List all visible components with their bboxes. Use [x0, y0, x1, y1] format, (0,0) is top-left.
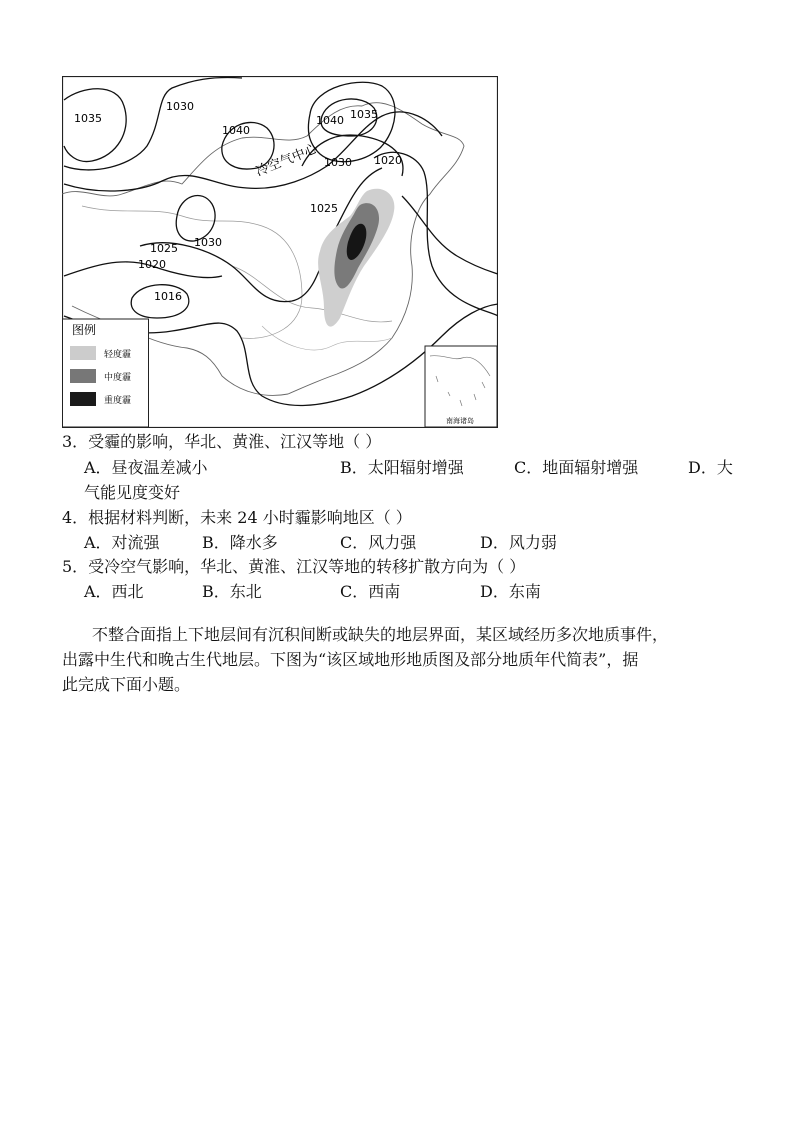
- question-4-stem: 4．根据材料判断，未来 24 小时霾影响地区（ ）: [62, 508, 412, 527]
- legend-title: 图例: [72, 323, 97, 337]
- isobar-label-1030-west: 1030: [194, 236, 222, 249]
- haze-isobar-map: [62, 76, 498, 428]
- question-4-option-b[interactable]: B．降水多: [202, 533, 278, 552]
- legend-swatch-medium: [70, 369, 96, 383]
- question-3-option-b[interactable]: B．太阳辐射增强: [340, 458, 464, 477]
- isobar-label-1025-west: 1025: [150, 242, 178, 255]
- legend-swatch-light: [70, 346, 96, 360]
- passage-line-1: 不整合面指上下地层间有沉积间断或缺失的地层界面，某区域经历多次地质事件，: [92, 625, 669, 644]
- legend-label-heavy: 重度霾: [104, 396, 132, 406]
- question-5-option-d[interactable]: D．东南: [480, 582, 541, 601]
- question-5-option-b[interactable]: B．东北: [202, 582, 262, 601]
- question-4-option-c[interactable]: C．风力强: [340, 533, 417, 552]
- isobar-label-1025-central: 1025: [310, 202, 338, 215]
- inset-label: 南海诸岛: [446, 417, 474, 425]
- isobar-label-1035-west: 1035: [74, 112, 102, 125]
- question-3-option-d-continuation: 气能见度变好: [84, 483, 181, 502]
- question-5-option-c[interactable]: C．西南: [340, 582, 401, 601]
- question-3-option-c[interactable]: C．地面辐射增强: [514, 458, 639, 477]
- question-3-option-d[interactable]: D．大: [688, 458, 733, 477]
- isobar-label-1016: 1016: [154, 290, 182, 303]
- isobar-label-1040-west: 1040: [222, 124, 250, 137]
- isobar-label-1020-west: 1020: [138, 258, 166, 271]
- isobar-label-1035-east: 1035: [350, 108, 378, 121]
- cold-air-center-label: 冷空气中心: [253, 141, 320, 180]
- isobar-label-1030-east: 1030: [324, 156, 352, 169]
- legend-label-light: 轻度霾: [104, 350, 132, 360]
- question-3-stem: 3．受霾的影响，华北、黄淮、江汉等地（ ）: [62, 432, 382, 451]
- isobar-label-1020-east: 1020: [374, 154, 402, 167]
- isobar-label-1030-north: 1030: [166, 100, 194, 113]
- question-5-option-a[interactable]: A．西北: [84, 582, 144, 601]
- question-5-stem: 5．受冷空气影响，华北、黄淮、江汉等地的转移扩散方向为（ ）: [62, 557, 526, 576]
- south-china-sea-inset: [425, 346, 497, 427]
- isobar-label-1040-east: 1040: [316, 114, 344, 127]
- legend-swatch-heavy: [70, 392, 96, 406]
- passage-line-2: 出露中生代和晚古生代地层。下图为“该区域地形地质图及部分地质年代简表”，据: [62, 650, 639, 669]
- legend-label-medium: 中度霾: [104, 373, 132, 383]
- passage-line-3: 此完成下面小题。: [62, 675, 191, 694]
- question-4-option-a[interactable]: A．对流强: [84, 533, 160, 552]
- question-4-option-d[interactable]: D．风力弱: [480, 533, 557, 552]
- legend: [63, 319, 149, 427]
- question-3-option-a[interactable]: A．昼夜温差减小: [84, 458, 208, 477]
